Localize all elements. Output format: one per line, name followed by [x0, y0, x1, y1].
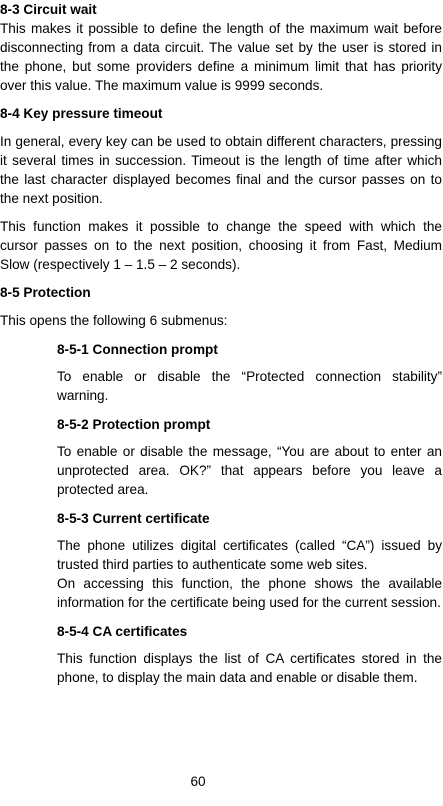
paragraph-key-pressure-timeout-2: This function makes it possible to change the speed with which the cursor passes on to the next position, choosing it from Fast, Medium Slow (respectively 1 – 1.5 – 2 seconds).	[0, 219, 442, 272]
paragraph-protection-intro: This opens the following 6 submenus:	[0, 313, 228, 328]
submenu-paragraph-current-certificate-2: On accessing this function, the phone shows the available information for the certificate being used for the current session.	[57, 576, 442, 610]
submenu-paragraph-connection-prompt: To enable or disable the “Protected connection stability” warning.	[57, 369, 442, 403]
submenu-heading-ca-certificates: 8-5-4 CA certificates	[57, 624, 188, 639]
section-heading-circuit-wait: 8-3 Circuit wait	[0, 2, 97, 17]
submenu-paragraph-ca-certificates: This function displays the list of CA certificates stored in the phone, to display the main data and enable or disable them.	[57, 651, 442, 685]
paragraph-key-pressure-timeout-1: In general, every key can be used to obtain different characters, pressing it several times in succession. Timeout is the length of time after which the last character displayed becomes final and the cursor passes on to the next position.	[0, 134, 442, 206]
submenu-heading-current-certificate: 8-5-3 Current certificate	[57, 511, 210, 526]
section-heading-key-pressure-timeout: 8-4 Key pressure timeout	[0, 106, 163, 121]
paragraph-circuit-wait: This makes it possible to define the length of the maximum wait before disconnecting from a data circuit. The value set by the user is stored in the phone, but some providers define a minimum limit that has priority over this value. The maximum value is 9999 seconds.	[0, 21, 442, 93]
submenu-paragraph-current-certificate-1: The phone utilizes digital certificates (called “CA”) issued by trusted third parties to authenticate some web sites.	[57, 538, 442, 572]
submenu-heading-protection-prompt: 8-5-2 Protection prompt	[57, 417, 211, 432]
section-heading-protection: 8-5 Protection	[0, 285, 91, 300]
submenu-list	[0, 340, 442, 687]
page-number: 60	[190, 774, 206, 789]
submenu-paragraph-protection-prompt: To enable or disable the message, “You are about to enter an unprotected area. OK?” that appears before you leave a protected area.	[57, 444, 442, 497]
submenu-heading-connection-prompt: 8-5-1 Connection prompt	[57, 342, 218, 357]
